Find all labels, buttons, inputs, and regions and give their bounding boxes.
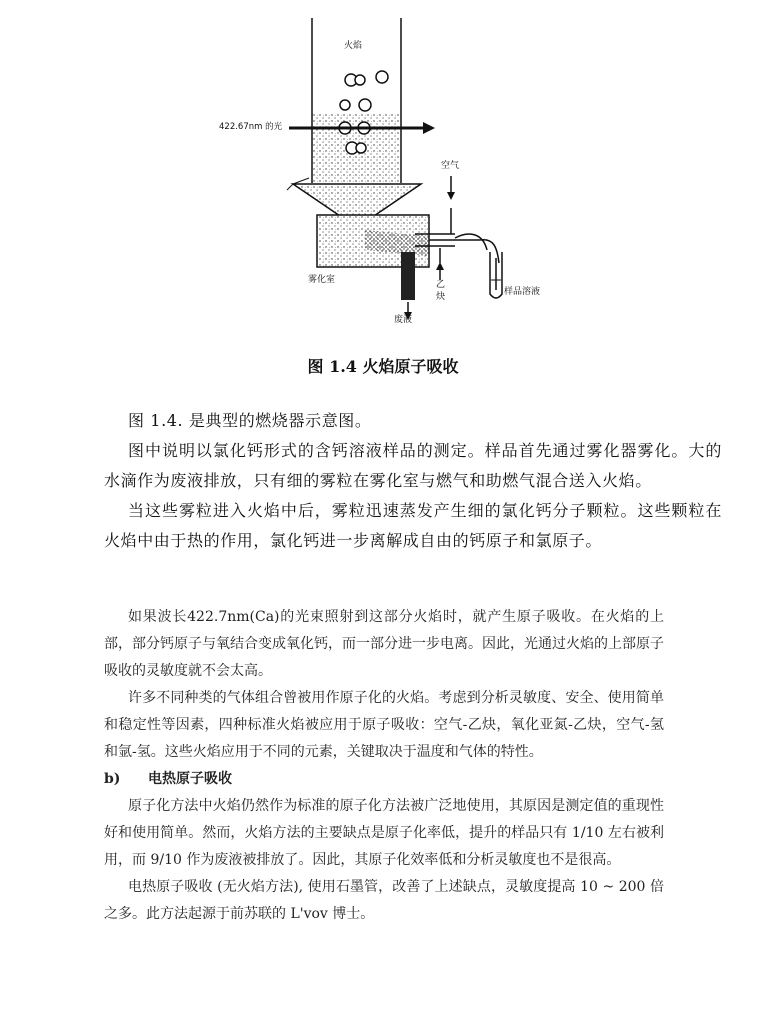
paragraph: 原子化方法中火焰仍然作为标准的原子化方法被广泛地使用，其原因是测定值的重现性好和使用简单。然而，火焰方法的主要缺点是原子化率低，提升的样品只有 1/10 左右被利用，而 9/10 作为废液被排放了。因此，其原子化效率低和分析灵敏度也不是很高。: [104, 798, 664, 868]
scanned-text: [104, 604, 664, 928]
paragraph: 许多不同种类的气体组合曾被用作原子化的火焰。考虑到分析灵敏度、安全、使用简单和稳定性等因素，四种标准火焰被应用于原子吸收：空气-乙炔，氧化亚氮-乙炔，空气-氢和氩-氢。这些火焰应用于不同的元素，关键取决于温度和气体的特性。: [104, 690, 664, 760]
acetylene-arrow: [436, 262, 444, 280]
burner-schematic: [205, 18, 555, 336]
section-title: 电热原子吸收: [148, 771, 232, 787]
figure-caption: 图 1.4 火焰原子吸收: [307, 357, 459, 376]
paragraph: 图中说明以氯化钙形式的含钙溶液样品的测定。样品首先通过雾化器雾化。大的水滴作为废液排放，只有细的雾粒在雾化室与燃气和助燃气混合送入火焰。: [104, 441, 722, 490]
paragraph: 当这些雾粒进入火焰中后，雾粒迅速蒸发产生细的氯化钙分子颗粒。这些颗粒在火焰中由于热的作用，氯化钙进一步离解成自由的钙原子和氯原子。: [104, 501, 722, 550]
waste-label: 废液: [394, 315, 413, 325]
light-label: 422.67nm 的光: [219, 122, 283, 132]
section-heading: [104, 766, 664, 793]
chamber-label: 雾化室: [308, 275, 336, 285]
burner-diagram: [205, 18, 555, 336]
flame-label: 火焰: [344, 41, 363, 51]
air-arrow: [447, 176, 455, 200]
sample-label: 样品溶液: [504, 287, 541, 297]
air-label: 空气: [441, 161, 460, 171]
drain-pipe: [401, 252, 415, 320]
paragraph: 电热原子吸收 (无火焰方法), 使用石墨管，改善了上述缺点，灵敏度提高 10 ~ 200 倍之多。此方法起源于前苏联的 L'vov 博士。: [104, 879, 664, 922]
section-number: b): [104, 771, 121, 787]
paragraph: 图 1.4. 是典型的燃烧器示意图。: [128, 411, 372, 430]
paragraph: 如果波长422.7nm(Ca)的光束照射到这部分火焰时，就产生原子吸收。在火焰的上部，部分钙原子与氧结合变成氧化钙，而一部分进一步电离。因此，光通过火焰的上部原子吸收的灵敏度就不会太高。: [104, 609, 664, 679]
acetylene-label-2: 炔: [436, 292, 446, 302]
intro-text: [104, 406, 722, 556]
funnel: [287, 178, 421, 218]
sample-tube: [490, 252, 502, 298]
acetylene-label-1: 乙: [436, 280, 446, 290]
